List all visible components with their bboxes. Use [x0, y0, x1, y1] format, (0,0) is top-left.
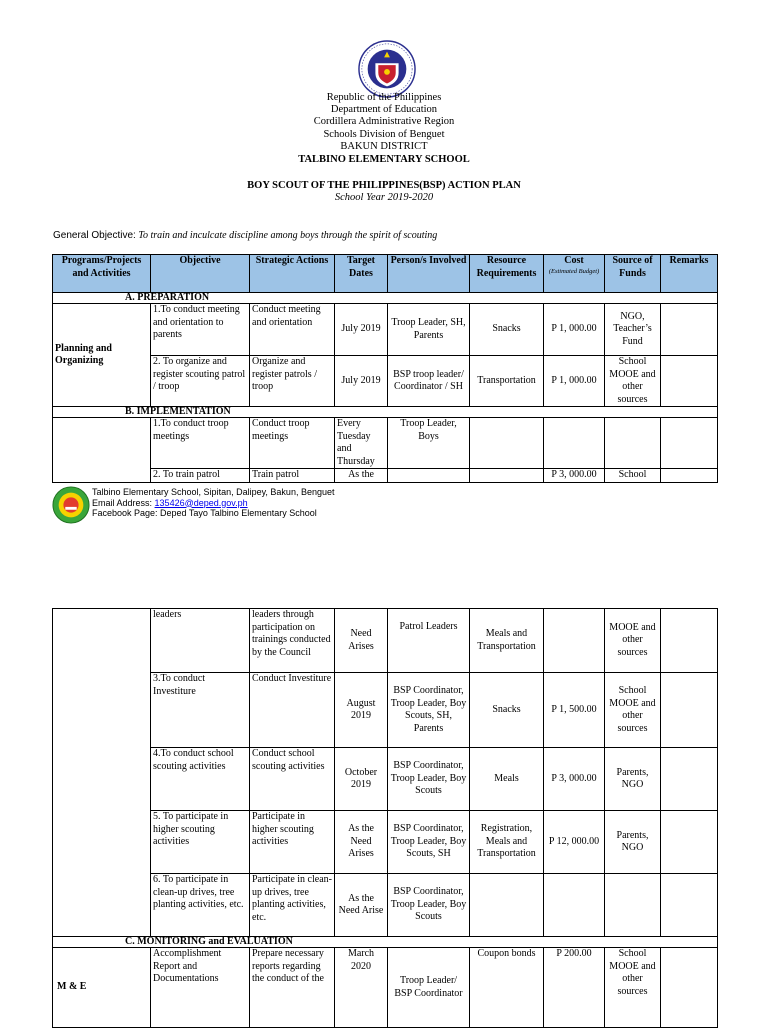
cell-target: Every Tuesday and Thursday — [335, 418, 388, 469]
cell-remarks — [661, 673, 718, 748]
table-row — [53, 469, 718, 483]
header-objective: Objective — [151, 255, 250, 293]
cell-persons: Patrol Leaders — [388, 609, 470, 673]
cell-target: August 2019 — [335, 673, 388, 748]
cell-target: March 2020 — [335, 948, 388, 1028]
email-link[interactable]: 135426@deped.gov.ph — [154, 497, 248, 508]
cell-strategic: Participate in higher scouting activities — [250, 811, 335, 874]
cell-persons: Troop Leader/ BSP Coordinator — [388, 948, 470, 1028]
header-line: Cordillera Administrative Region — [313, 116, 455, 128]
cell-resources — [470, 418, 544, 469]
table-row — [53, 748, 718, 811]
cell-remarks — [661, 418, 718, 469]
cell-resources — [470, 469, 544, 483]
cell-resources: Transportation — [470, 356, 544, 407]
cell-persons: BSP troop leader/ Coordinator / SH — [388, 356, 470, 407]
cell-source: Parents, NGO — [605, 811, 661, 874]
cell-persons: Troop Leader, SH, Parents — [388, 304, 470, 356]
cell-resources: Meals — [470, 748, 544, 811]
deped-seal-logo — [358, 40, 416, 98]
header-target: Target Dates — [335, 255, 388, 293]
header-programs: Programs/Projects and Activities — [53, 255, 151, 293]
program-empty — [53, 609, 151, 937]
cell-remarks — [661, 874, 718, 937]
cell-cost — [544, 874, 605, 937]
cell-resources: Snacks — [470, 673, 544, 748]
header-strategic: Strategic Actions — [250, 255, 335, 293]
footer-email — [92, 498, 334, 509]
program-me: M & E — [53, 948, 151, 1028]
cell-source — [605, 874, 661, 937]
section-monitoring: C. MONITORING and EVALUATION — [53, 937, 718, 948]
table-header-row — [53, 255, 718, 293]
cell-objective: Accomplishment Report and Documentations — [151, 948, 250, 1028]
section-row — [53, 937, 718, 948]
cell-strategic: Conduct meeting and orientation — [250, 304, 335, 356]
cell-resources — [470, 874, 544, 937]
action-plan-table-continued — [52, 608, 718, 1028]
program-empty — [53, 418, 151, 483]
cell-persons — [388, 469, 470, 483]
cell-objective: 2. To train patrol — [151, 469, 250, 483]
plan-title: BOY SCOUT OF THE PHILIPPINES(BSP) ACTION PLAN — [247, 180, 521, 191]
cell-target: As the Need Arise — [335, 874, 388, 937]
general-objective — [53, 230, 437, 241]
school-logo — [52, 486, 90, 524]
header-remarks: Remarks — [661, 255, 718, 293]
general-objective-label: General Objective: — [53, 230, 136, 241]
section-row — [53, 293, 718, 304]
header-line: Department of Education — [330, 104, 438, 116]
cell-strategic: Conduct school scouting activities — [250, 748, 335, 811]
cell-target: July 2019 — [335, 356, 388, 407]
letterhead — [0, 92, 768, 153]
program-planning: Planning and Organizing — [53, 304, 151, 407]
table-row — [53, 874, 718, 937]
cell-cost: P 1, 000.00 — [544, 356, 605, 407]
cell-objective: 4.To conduct school scouting activities — [151, 748, 250, 811]
table-row — [53, 304, 718, 356]
header-line: Schools Division of Benguet — [323, 128, 445, 140]
table-row — [53, 948, 718, 1028]
header-line: BAKUN DISTRICT — [340, 140, 428, 152]
cell-source: School MOOE and other sources — [605, 356, 661, 407]
cell-cost — [544, 418, 605, 469]
cell-remarks — [661, 748, 718, 811]
cell-strategic: Participate in clean-up drives, tree planting activities, etc. — [250, 874, 335, 937]
cell-source: School — [605, 469, 661, 483]
cell-objective: 6. To participate in clean-up drives, tree planting activities, etc. — [151, 874, 250, 937]
table-row — [53, 418, 718, 469]
cell-strategic: Organize and register patrols / troop — [250, 356, 335, 407]
cell-source: Parents, NGO — [605, 748, 661, 811]
table-row — [53, 609, 718, 673]
section-implementation: B. IMPLEMENTATION — [53, 407, 718, 418]
cell-persons: BSP Coordinator, Troop Leader, Boy Scouts, SH — [388, 811, 470, 874]
cell-objective: 2. To organize and register scouting patrol / troop — [151, 356, 250, 407]
cell-resources: Registration, Meals and Transportation — [470, 811, 544, 874]
cell-remarks — [661, 609, 718, 673]
cell-source: School MOOE and other sources — [605, 948, 661, 1028]
table-row — [53, 673, 718, 748]
cell-objective: 3.To conduct Investiture — [151, 673, 250, 748]
cell-persons: BSP Coordinator, Troop Leader, Boy Scouts — [388, 874, 470, 937]
cell-strategic: Conduct Investiture — [250, 673, 335, 748]
cell-remarks — [661, 948, 718, 1028]
footer-address: Talbino Elementary School, Sipitan, Dalipey, Bakun, Benguet — [92, 487, 335, 497]
cell-remarks — [661, 469, 718, 483]
table-row — [53, 356, 718, 407]
cell-objective: 1.To conduct troop meetings — [151, 418, 250, 469]
cell-target: July 2019 — [335, 304, 388, 356]
cell-cost: P 3, 000.00 — [544, 748, 605, 811]
cell-cost — [544, 609, 605, 673]
cell-strategic: Prepare necessary reports regarding the conduct of the — [250, 948, 335, 1028]
cell-source: School MOOE and other sources — [605, 673, 661, 748]
header-cost-label: Cost — [564, 255, 584, 266]
cell-source — [605, 418, 661, 469]
school-name: TALBINO ELEMENTARY SCHOOL — [298, 154, 470, 165]
cell-objective: leaders — [151, 609, 250, 673]
header-cost — [544, 255, 605, 293]
cell-strategic: Conduct troop meetings — [250, 418, 335, 469]
cell-objective: 5. To participate in higher scouting activities — [151, 811, 250, 874]
cell-remarks — [661, 304, 718, 356]
cell-cost: P 1, 000.00 — [544, 304, 605, 356]
cell-persons: BSP Coordinator, Troop Leader, Boy Scouts — [388, 748, 470, 811]
cell-resources: Meals and Transportation — [470, 609, 544, 673]
cell-resources: Snacks — [470, 304, 544, 356]
footer-email-label: Email Address: — [92, 497, 153, 508]
cell-resources: Coupon bonds — [470, 948, 544, 1028]
cell-cost: P 12, 000.00 — [544, 811, 605, 874]
table-row — [53, 811, 718, 874]
cell-target: October 2019 — [335, 748, 388, 811]
cell-strategic: leaders through participation on trainings conducted by the Council — [250, 609, 335, 673]
header-persons: Person/s Involved — [388, 255, 470, 293]
cell-cost: P 3, 000.00 — [544, 469, 605, 483]
header-source: Source of Funds — [605, 255, 661, 293]
cell-source: MOOE and other sources — [605, 609, 661, 673]
school-year: School Year 2019-2020 — [334, 192, 434, 203]
cell-cost: P 200.00 — [544, 948, 605, 1028]
cell-remarks — [661, 356, 718, 407]
cell-persons: BSP Coordinator, Troop Leader, Boy Scouts, SH, Parents — [388, 673, 470, 748]
cell-source: NGO, Teacher’s Fund — [605, 304, 661, 356]
header-line: Republic of the Philippines — [326, 92, 442, 103]
cell-cost: P 1, 500.00 — [544, 673, 605, 748]
cell-persons: Troop Leader, Boys — [388, 418, 470, 469]
action-plan-table — [52, 254, 718, 483]
cell-objective: 1.To conduct meeting and orientation to parents — [151, 304, 250, 356]
cell-remarks — [661, 811, 718, 874]
footer-facebook: Facebook Page: Deped Tayo Talbino Elementary School — [92, 508, 317, 518]
header-cost-note: (Estimated Budget) — [548, 267, 600, 275]
cell-target: As the — [335, 469, 388, 483]
cell-strategic: Train patrol — [250, 469, 335, 483]
section-preparation: A. PREPARATION — [53, 293, 718, 304]
section-row — [53, 407, 718, 418]
cell-target: Need Arises — [335, 609, 388, 673]
cell-target: As the Need Arises — [335, 811, 388, 874]
general-objective-text: To train and inculcate discipline among boys through the spirit of scouting — [138, 230, 438, 241]
header-resources: Resource Requirements — [470, 255, 544, 293]
footer — [92, 487, 334, 519]
